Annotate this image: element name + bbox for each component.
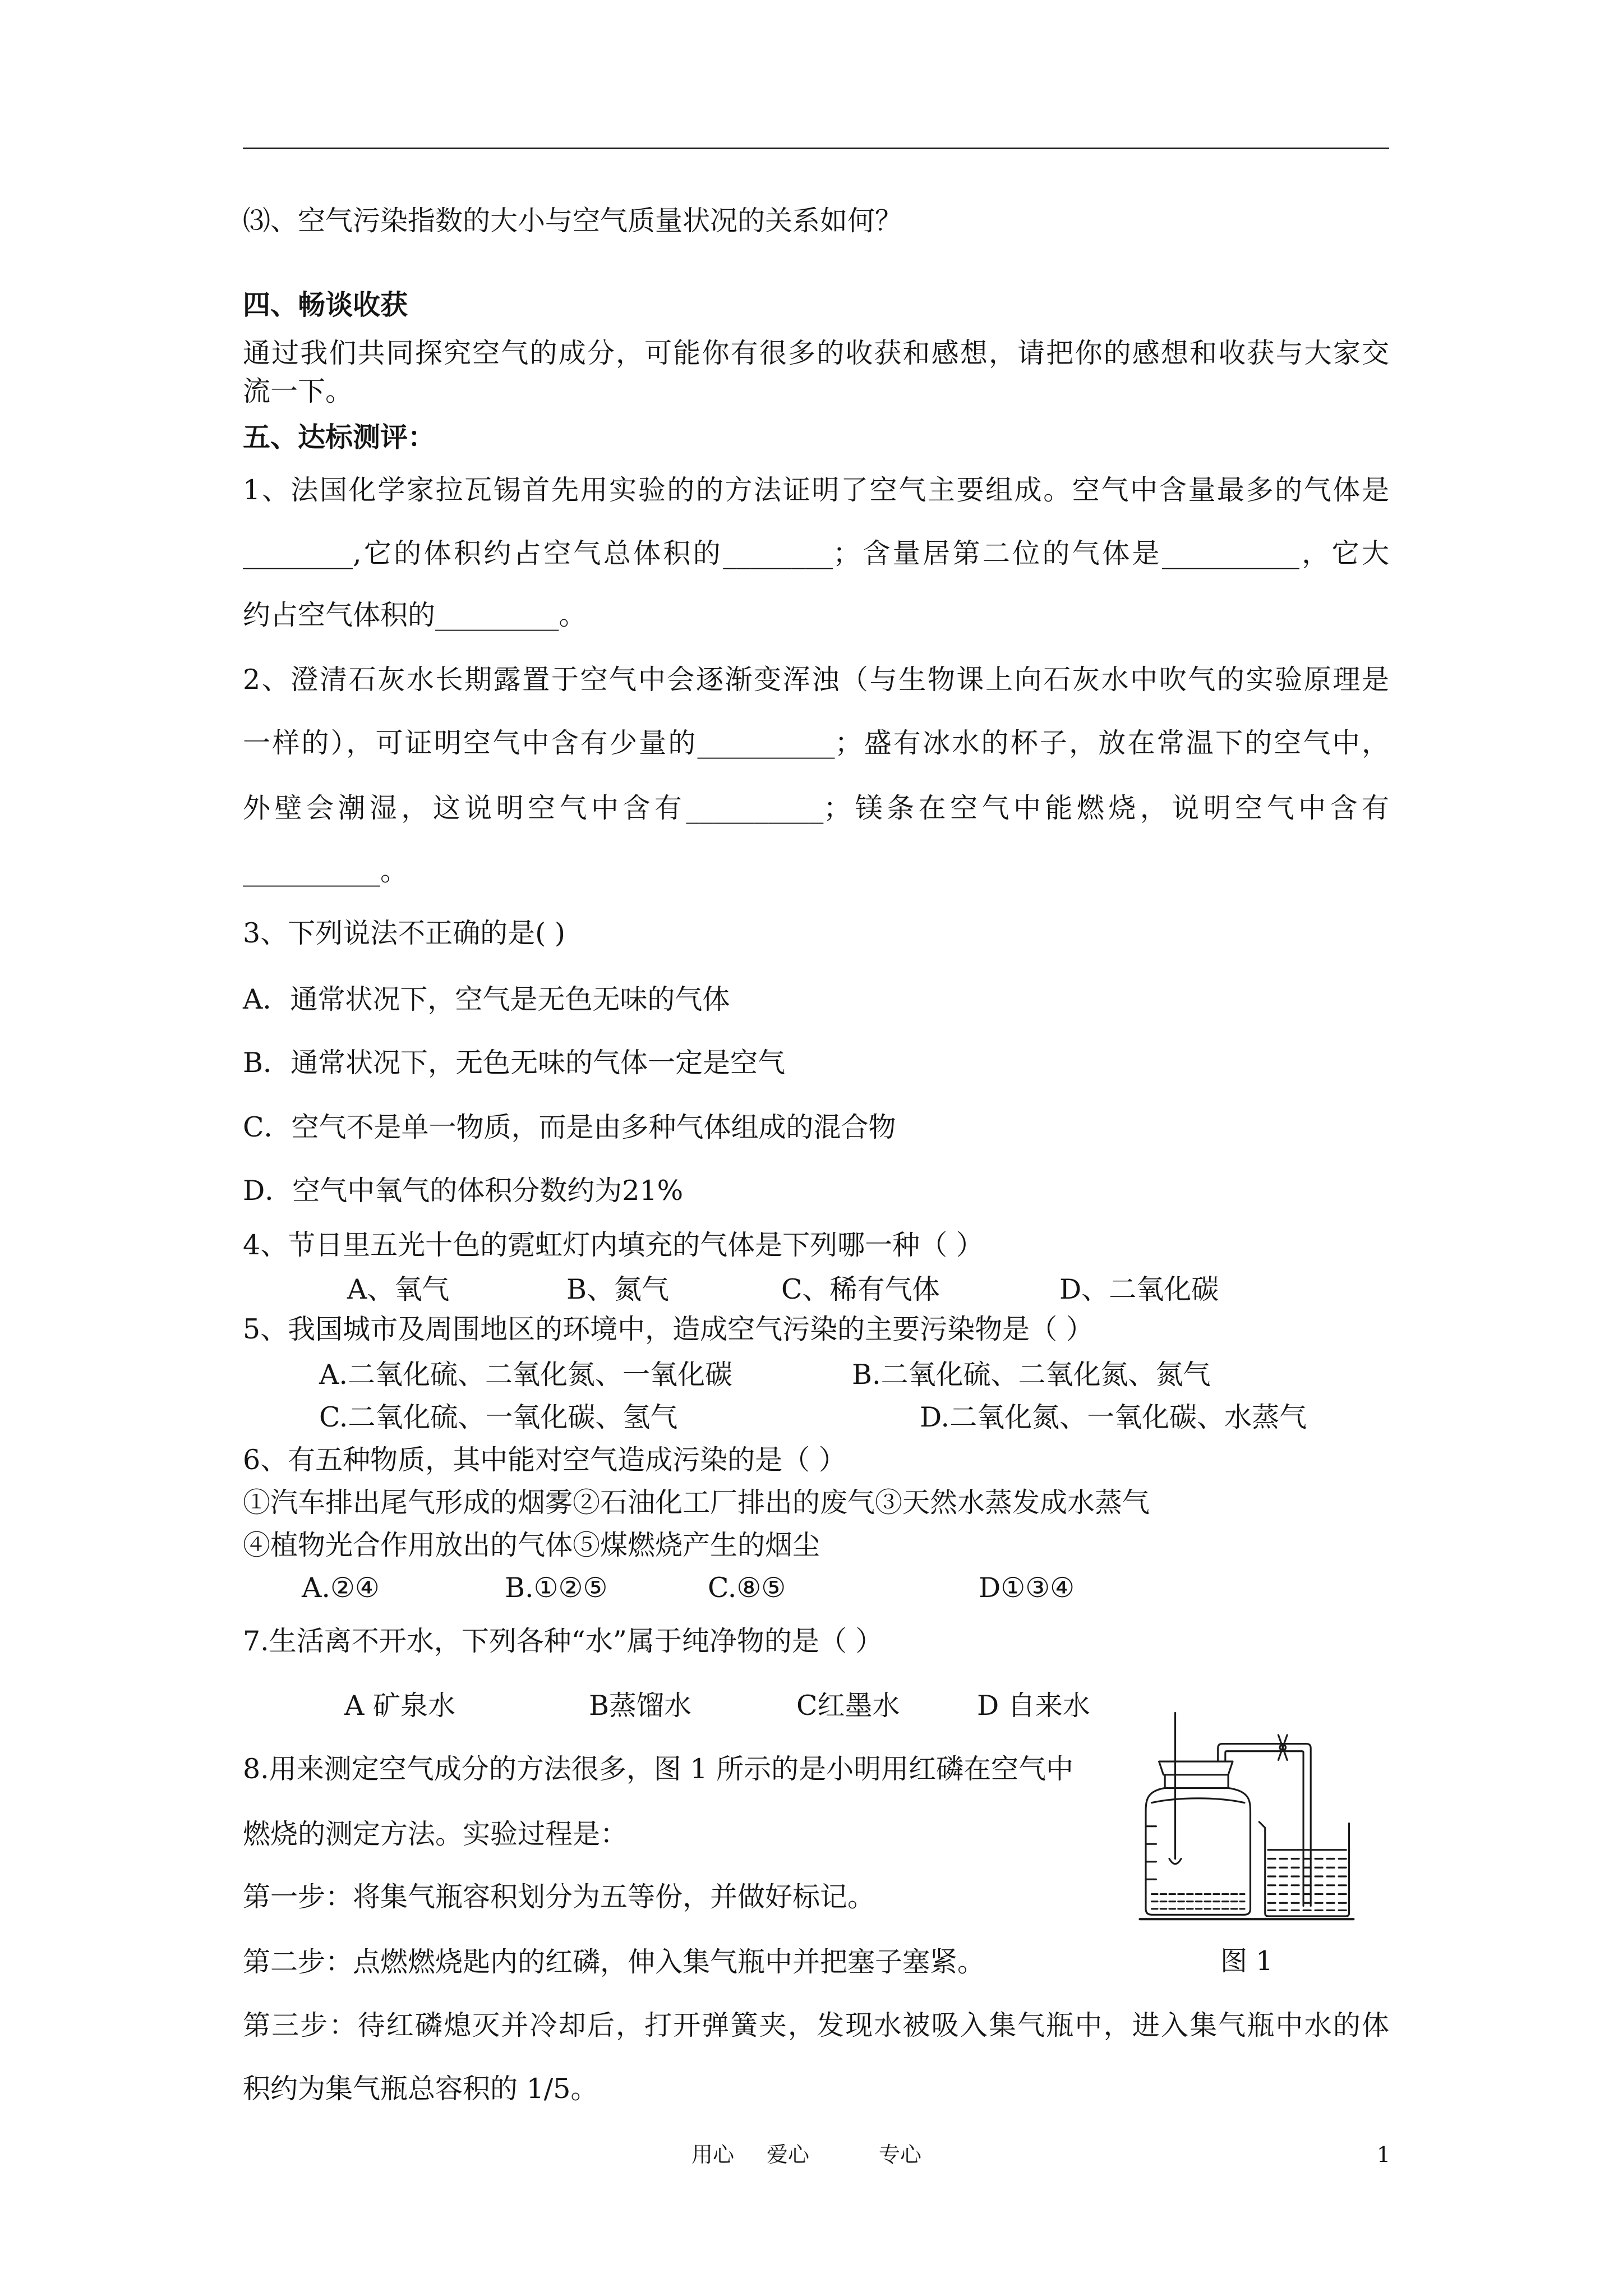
section-four-line: 通过我们共同探究空气的成分，可能你有很多的收获和感想，请把你的感想和收获与大家交 bbox=[243, 337, 1389, 369]
q4-option-d: D、二氧化碳 bbox=[1059, 1273, 1219, 1305]
gas-collecting-bottle bbox=[1146, 1788, 1250, 1915]
footer-motto-item: 爱心 bbox=[767, 2142, 810, 2167]
q6-option-b: B.①②⑤ bbox=[505, 1572, 608, 1604]
q8-line: 燃烧的测定方法。实验过程是： bbox=[243, 1818, 628, 1850]
q2-line: __________。 bbox=[243, 855, 408, 887]
q3-option-c: C．空气不是单一物质，而是由多种气体组成的混合物 bbox=[243, 1111, 896, 1143]
footer-motto-item: 专心 bbox=[879, 2142, 922, 2167]
q6-stem: 6、有五种物质，其中能对空气造成污染的是（ ） bbox=[243, 1444, 846, 1476]
q2-line: 外壁会潮湿，这说明空气中含有__________；镁条在空气中能燃烧，说明空气中含有 bbox=[243, 792, 1389, 824]
q1-line: 1、法国化学家拉瓦锡首先用实验的的方法证明了空气主要组成。空气中含量最多的气体是 bbox=[243, 474, 1389, 506]
q5-stem: 5、我国城市及周围地区的环境中，造成空气污染的主要污染物是（ ） bbox=[243, 1313, 1094, 1345]
q6-option-d: D①③④ bbox=[979, 1572, 1075, 1604]
q7-option-c: C红墨水 bbox=[796, 1690, 900, 1722]
jar-stopper bbox=[1159, 1761, 1233, 1775]
q3-stem: 3、下列说法不正确的是( ) bbox=[243, 917, 565, 949]
section-five-title: 五、达标测评： bbox=[243, 421, 436, 453]
section-four-line: 流一下。 bbox=[243, 375, 353, 407]
q5-option-b: B.二氧化硫、二氧化氮、氮气 bbox=[852, 1359, 1211, 1391]
q1-line: 约占空气体积的_________。 bbox=[243, 599, 587, 631]
q6-option-a: A.②④ bbox=[302, 1572, 380, 1604]
q8-step-2: 第二步：点燃燃烧匙内的红磷，伸入集气瓶中并把塞子塞紧。 bbox=[243, 1946, 985, 1978]
q5-option-a: A.二氧化硫、二氧化氮、一氧化碳 bbox=[319, 1359, 732, 1391]
section-four-title: 四、畅谈收获 bbox=[243, 288, 408, 321]
header-rule bbox=[243, 148, 1389, 149]
apparatus-figure bbox=[1134, 1705, 1355, 1925]
q6-item-line: ④植物光合作用放出的气体⑤煤燃烧产生的烟尘 bbox=[243, 1529, 820, 1561]
q3-option-b: B．通常状况下，无色无味的气体一定是空气 bbox=[243, 1047, 786, 1079]
q4-option-b: B、氮气 bbox=[566, 1273, 670, 1305]
jar-shoulder-line bbox=[1152, 1798, 1244, 1803]
q5-option-d: D.二氧化氮、一氧化碳、水蒸气 bbox=[920, 1401, 1307, 1433]
q2-line: 2、澄清石灰水长期露置于空气中会逐渐变浑浊（与生物课上向石灰水中吹气的实验原理是 bbox=[243, 664, 1389, 696]
q5-option-c: C.二氧化硫、一氧化碳、氢气 bbox=[319, 1401, 678, 1433]
q2-line: 一样的），可证明空气中含有少量的__________；盛有冰水的杯子，放在常温下的空气中， bbox=[243, 727, 1389, 759]
q8-step-3-continued: 积约为集气瓶总容积的 1/5。 bbox=[243, 2073, 598, 2105]
q4-option-c: C、稀有气体 bbox=[781, 1273, 940, 1305]
q1-line: ________,它的体积约占空气总体积的________；含量居第二位的气体是__________，它大 bbox=[243, 537, 1389, 569]
q8-step-1: 第一步：将集气瓶容积划分为五等份，并做好标记。 bbox=[243, 1881, 875, 1913]
q8-step-3: 第三步：待红磷熄灭并冷却后，打开弹簧夹，发现水被吸入集气瓶中，进入集气瓶中水的体 bbox=[243, 2009, 1389, 2041]
q3-option-d: D．空气中氧气的体积分数约为21% bbox=[243, 1175, 684, 1207]
q7-option-a: A 矿泉水 bbox=[344, 1690, 455, 1722]
figure-caption: 图 1 bbox=[1220, 1945, 1273, 1977]
q7-option-d: D 自来水 bbox=[977, 1690, 1090, 1722]
page-number: 1 bbox=[1377, 2142, 1391, 2167]
q7-option-b: B蒸馏水 bbox=[589, 1690, 692, 1722]
spring-clip bbox=[1278, 1735, 1287, 1760]
footer-motto-item: 用心 bbox=[691, 2142, 735, 2167]
q8-line: 8.用来测定空气成分的方法很多，图 1 所示的是小明用红磷在空气中 bbox=[243, 1753, 1074, 1785]
q6-option-c: C.⑧⑤ bbox=[708, 1572, 786, 1604]
q7-stem: 7.生活离不开水，下列各种“水”属于纯净物的是（ ） bbox=[243, 1625, 883, 1657]
q4-option-a: A、氧气 bbox=[347, 1273, 450, 1305]
q6-item-line: ①汽车排出尾气形成的烟雾②石油化工厂排出的废气③天然水蒸发成水蒸气 bbox=[243, 1487, 1150, 1519]
q3-option-a: A．通常状况下，空气是无色无味的气体 bbox=[243, 983, 730, 1015]
intro-question: ⑶、空气污染指数的大小与空气质量状况的关系如何？ bbox=[243, 205, 903, 237]
q4-stem: 4、节日里五光十色的霓虹灯内填充的气体是下列哪一种（ ） bbox=[243, 1229, 984, 1261]
